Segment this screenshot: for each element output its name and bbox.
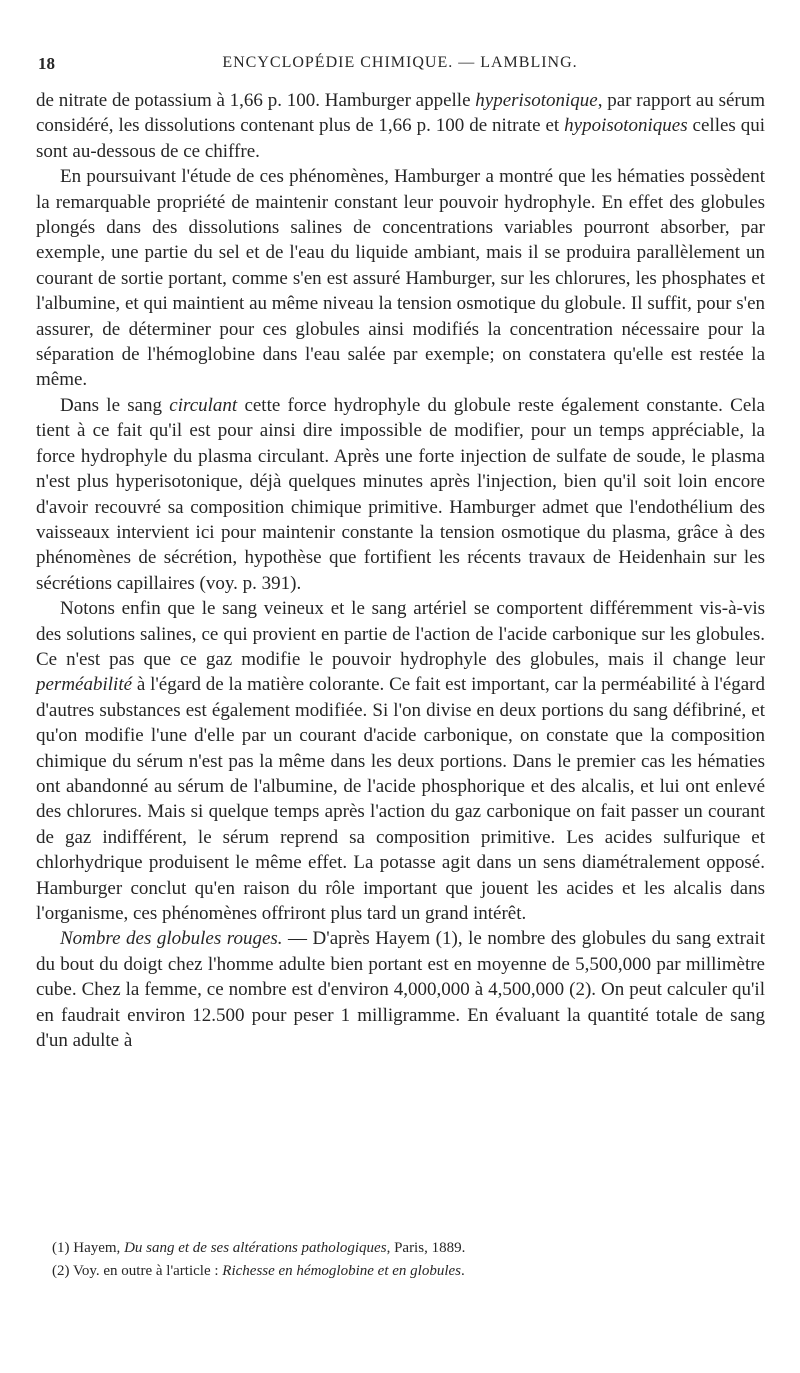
footnote-2-text-c: . <box>460 1263 465 1279</box>
paragraph-4 <box>36 596 765 926</box>
paragraph-1-text-a: de nitrate de potassium à 1,66 p. 100. Hamburger appelle <box>36 90 476 111</box>
paragraph-1-text-c: , par rapport au sérum considéré, les dissolutions contenant plus de 1,66 p. 100 de nitrate et <box>36 90 766 137</box>
running-title: ENCYCLOPÉDIE CHIMIQUE. — LAMBLING. <box>222 54 578 71</box>
paragraph-1 <box>36 88 765 164</box>
term-permeabilite: perméabilité <box>36 674 133 696</box>
footnotes <box>52 1237 765 1283</box>
paragraph-4-text-a: Notons enfin que le sang veineux et le sang artériel se comportent différemment vis-à-vis des solutions salines, ce qui provient en partie de l'action de l'acide carbonique sur les globules. Ce n'est pas que ce gaz modifie le pouvoir hydrophyle des globules, mais il change leur <box>36 598 765 670</box>
paragraph-5-text: — D'après Hayem (1), le nombre des globules du sang extrait du bout du doigt chez l'homme adulte bien portant est en moyenne de 5,500,000 par millimètre cube. Chez la femme, ce nombre est d'environ 4,000,000 à 4,500,000 (2). On peut calculer qu'il en faudrait environ 12.500 pour peser 1 milligramme. En évaluant la quantité totale de sang d'un adulte à <box>36 928 765 1052</box>
paragraph-4-text-c: à l'égard de la matière colorante. Ce fait est important, car la perméabilité à l'égard d'autres substances est également modifiée. Si l'on divise en deux portions du sang défibriné, et qu'on modifie l'une d'elle par un courant d'acide carbonique, on constate que la composition chimique du sérum n'est pas la même dans les deux portions. Dans le premier cas les hématies ont abandonné au sérum de l'albumine, de l'acide phosphorique et des alcalis, et lui ont enlevé des chlorures. Mais si quelque temps après l'action du gaz carbonique on fait passer un courant de gaz indifférent, le sérum reprend sa composition primitive. Les acides sulfurique et chlorhydrique produisent le même effet. La potasse agit dans un sens diamétralement opposé. Hamburger conclut qu'en raison du rôle important que jouent les acides et les alcalis dans l'organisme, ces phénomènes offriront plus tard un grand intérêt. <box>36 674 765 924</box>
section-heading-nombre-globules: Nombre des globules rouges. <box>60 928 283 950</box>
page-number: 18 <box>38 54 55 73</box>
running-head <box>36 54 764 78</box>
footnote-1-text-c: , Paris, 1889. <box>386 1240 466 1256</box>
footnote-2-text-a: (2) Voy. en outre à l'article : <box>52 1263 223 1279</box>
footnote-1-text-a: (1) Hayem, <box>52 1240 125 1256</box>
term-hyperisotonique: hyperisotonique <box>475 90 598 111</box>
body-text <box>36 88 765 1053</box>
paragraph-3-text-a: Dans le sang <box>60 394 170 416</box>
paragraph-1-text-e: celles qui sont au-dessous de ce chiffre. <box>36 115 766 162</box>
footnote-2-title: Richesse en hémoglobine et en globules <box>222 1263 461 1279</box>
paragraph-5 <box>36 926 765 1053</box>
paragraph-2: En poursuivant l'étude de ces phénomènes, Hamburger a montré que les hématies possèdent la remarquable propriété de maintenir constant leur pouvoir hydrophyle. En effet des globules plongés dans des dissolutions salines de concentrations variables pourront absorber, par exemple, une partie du sel et de l'eau du liquide ambiant, mais il se produira parallèlement un courant de sortie portant, comme s'en est assuré Hamburger, sur les chlorures, les phosphates et l'albumine, et qui maintient au même niveau la tension osmotique du globule. Il suffit, pour s'en assurer, de déterminer pour ces globules ainsi modifiés la concentration nécessaire pour la séparation de l'hémoglobine dans l'eau salée par exemple; on constatera qu'elle est restée la même. <box>36 166 765 391</box>
footnote-1-title: Du sang et de ses altérations pathologiques <box>124 1240 387 1256</box>
paragraph-3-text-c: cette force hydrophyle du globule reste également constante. Cela tient à ce fait qu'il est pour ainsi dire impossible de modifier, pour un temps appréciable, la force hydrophyle du plasma circulant. Après une forte injection de sulfate de soude, le plasma n'est plus hyperisotonique, déjà quelques minutes après l'injection, bien qu'il soit loin encore d'avoir recouvré sa composition chimique primitive. Hamburger admet que l'endothélium des vaisseaux intervient ici pour maintenir constante la tension osmotique du plasma, grâce à des phénomènes de sécrétion, hypothèse que fortifient les récents travaux de Heidenhain sur les sécrétions capillaires (voy. p. 391). <box>36 394 765 594</box>
term-circulant: circulant <box>169 394 238 416</box>
term-hypoisotoniques: hypoisotoniques <box>564 115 688 137</box>
footnote-2 <box>52 1260 765 1283</box>
footnote-1 <box>52 1237 765 1260</box>
paragraph-3 <box>36 393 765 596</box>
